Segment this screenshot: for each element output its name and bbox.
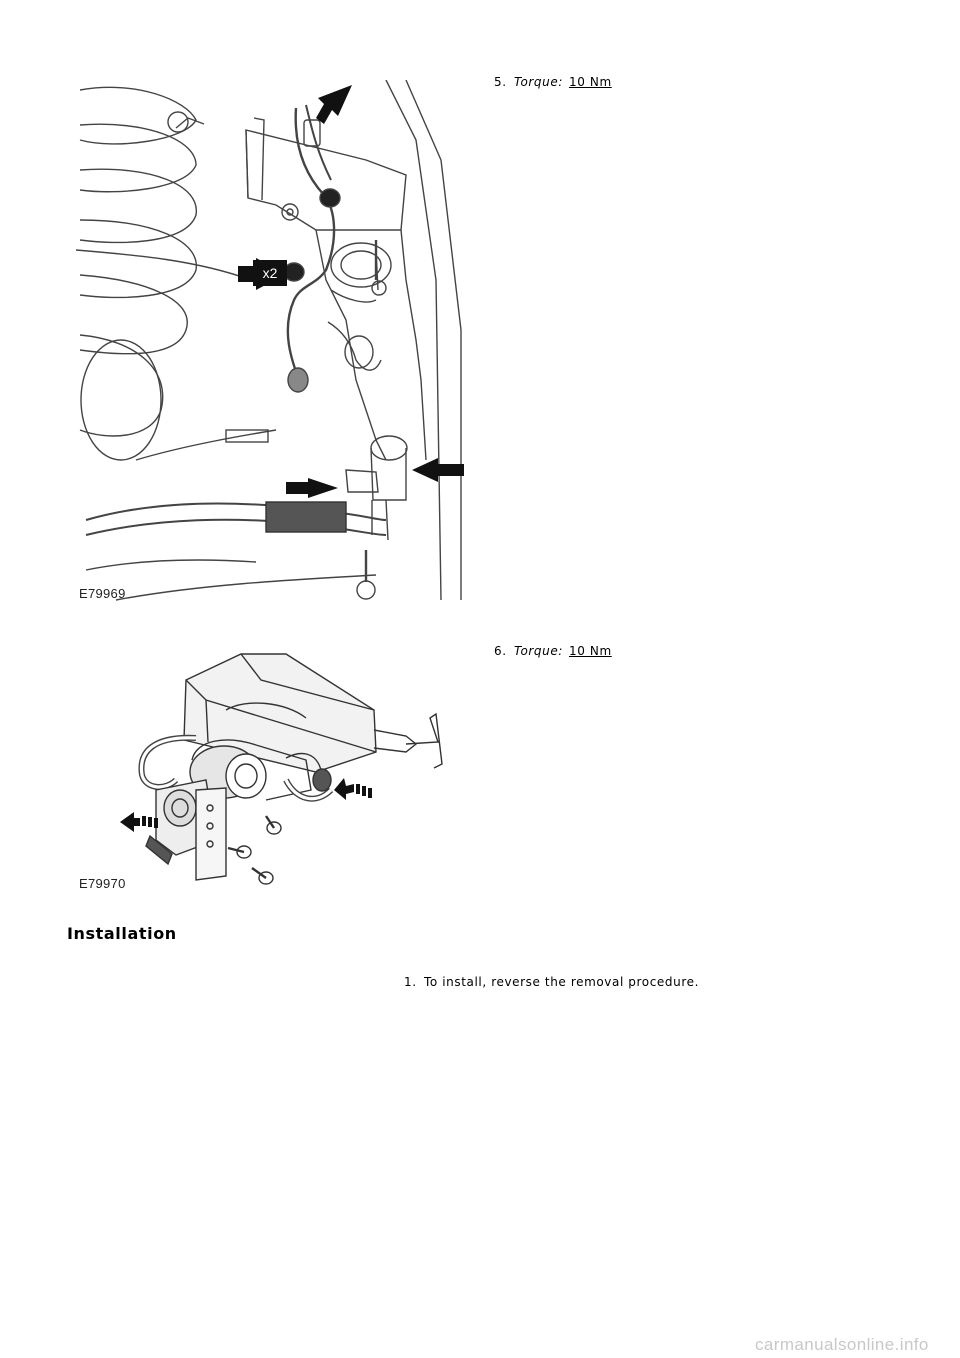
canister-mounting-illustration (76, 80, 464, 608)
x2-callout (253, 260, 287, 286)
pump-valve-illustration (76, 640, 448, 896)
torque-value: 10 Nm (568, 75, 612, 89)
removal-step-6 (494, 644, 612, 658)
figure-code-e79970: E79970 (79, 876, 126, 891)
step-text: To install, reverse the removal procedure. (424, 975, 700, 989)
x2-callout-text: x2 (262, 265, 278, 281)
watermark: carmanualsonline.info (755, 1335, 929, 1354)
torque-label: Torque: (514, 644, 563, 658)
removal-step-5 (494, 75, 612, 89)
illustration-e79969 (76, 80, 464, 608)
torque-label: Torque: (514, 75, 563, 89)
installation-step-1 (404, 975, 699, 989)
step-number: 1. (404, 975, 417, 989)
step-number: 6. (494, 644, 507, 658)
figure-code-e79969: E79969 (79, 586, 126, 601)
installation-heading: Installation (67, 924, 177, 943)
step-number: 5. (494, 75, 507, 89)
illustration-e79970 (76, 640, 448, 896)
torque-value: 10 Nm (568, 644, 612, 658)
